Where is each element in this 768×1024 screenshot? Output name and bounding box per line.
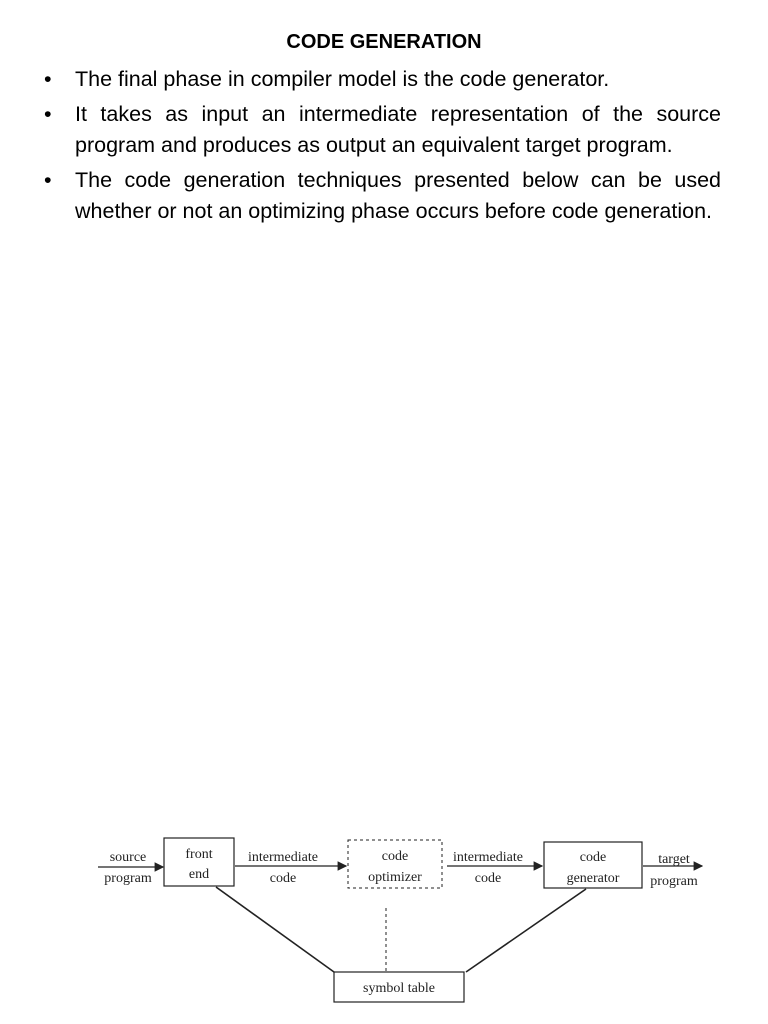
line-generator-symbol-table xyxy=(466,889,586,972)
front-end-bottom: end xyxy=(188,867,210,882)
line-front-end-symbol-table xyxy=(216,887,334,972)
bullet-text: The code generation techniques presented below can be used whether or not an optimizing phase occurs before code generation. xyxy=(75,168,721,223)
intermediate-code-2-top: intermediate xyxy=(453,850,523,865)
target-label-top: target xyxy=(658,852,690,867)
bullet-marker: • xyxy=(44,102,52,126)
bullet-list xyxy=(44,64,721,231)
source-label-top: source xyxy=(109,850,147,865)
code-optimizer-top: code xyxy=(381,849,409,864)
intermediate-code-1-top: intermediate xyxy=(248,850,318,865)
list-item xyxy=(44,64,721,95)
bullet-text: It takes as input an intermediate representation of the source program and produces as output an equivalent target program. xyxy=(75,102,721,157)
target-label-bottom: program xyxy=(650,874,698,889)
bullet-text: The final phase in compiler model is the code generator. xyxy=(75,67,610,91)
bullet-marker: • xyxy=(44,168,52,192)
intermediate-code-2-bottom: code xyxy=(474,871,502,886)
code-generator-top: code xyxy=(579,850,607,865)
code-optimizer-bottom: optimizer xyxy=(368,870,422,885)
compiler-diagram xyxy=(90,830,710,1010)
front-end-top: front xyxy=(185,847,213,862)
symbol-table-label: symbol table xyxy=(363,981,435,996)
intermediate-code-1-bottom: code xyxy=(269,871,297,886)
page-title: CODE GENERATION xyxy=(286,31,482,53)
code-generator-bottom: generator xyxy=(566,871,620,886)
bullet-marker: • xyxy=(44,67,52,91)
list-item xyxy=(44,165,721,227)
list-item xyxy=(44,99,721,161)
source-label-bottom: program xyxy=(104,871,152,886)
